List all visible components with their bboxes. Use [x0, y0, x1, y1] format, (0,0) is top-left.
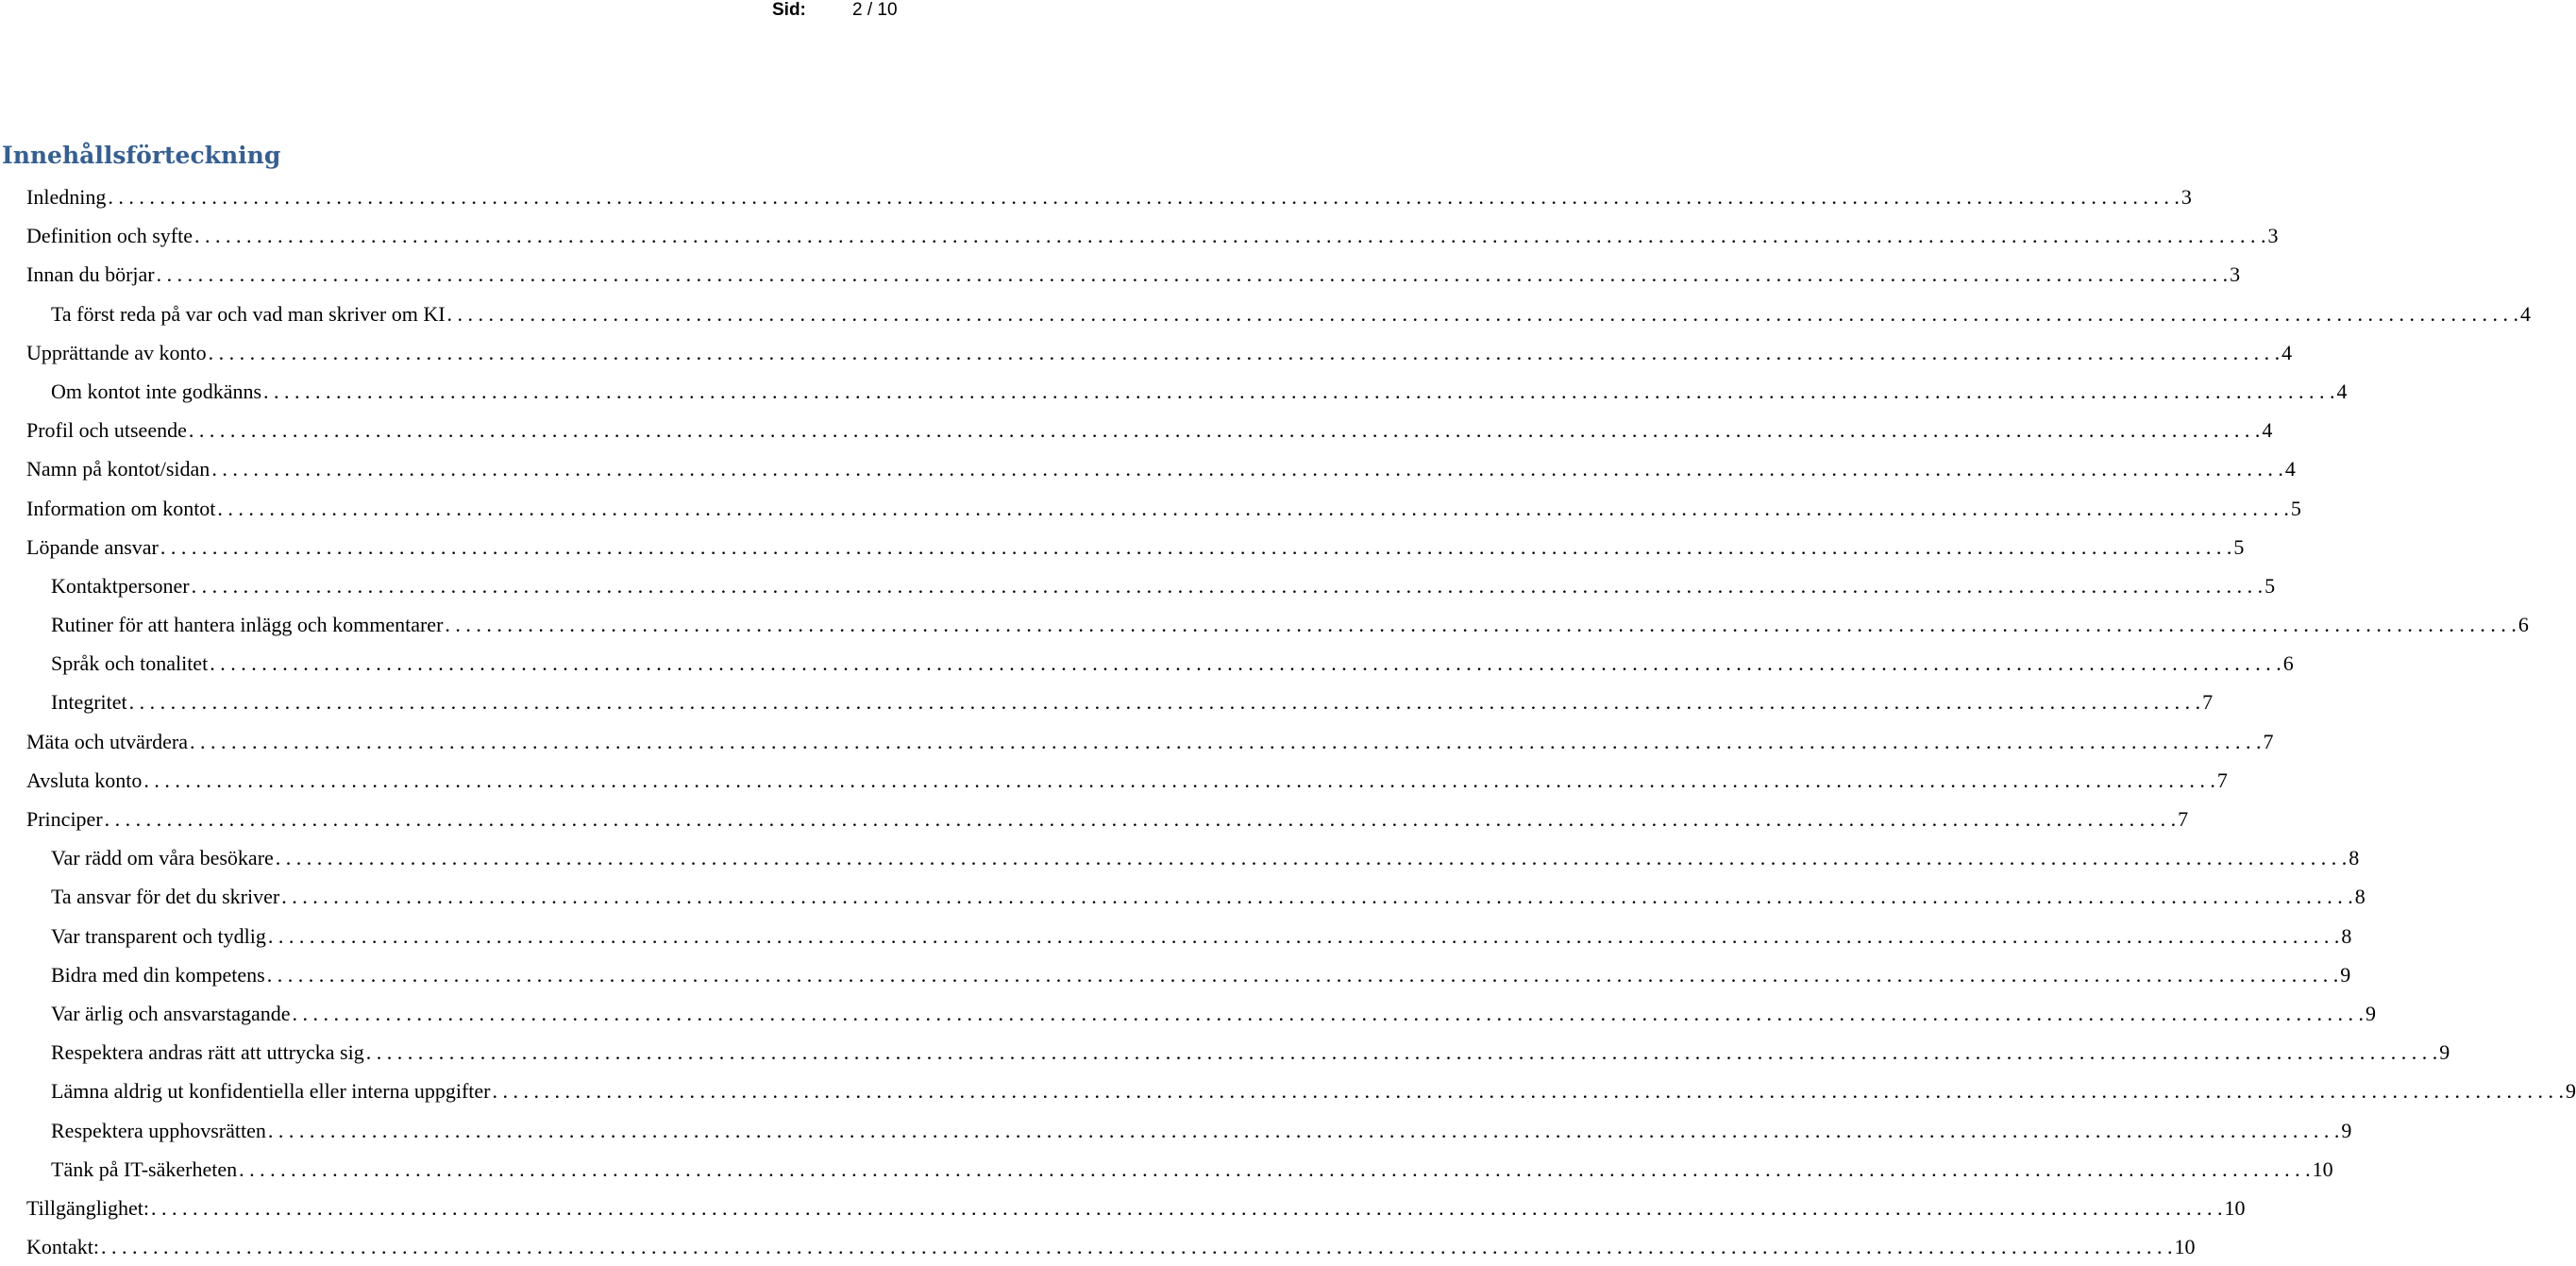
- toc-dot-leader: . . . . . . . . . . . . . . . . . . . . . . . . . . . . . . . . . . . . . . . . . . . . . . . . . . . . . . . . . . . . . . . . . . . . . . . . . . . . . . . . . . . . . . . . . . . . . . . . . . . . . . . . . . . . . . . . . . . . . . . . . . . . . . . . . . . . . . . . . . . . . . . . . . . . . . . . . . . . . . . . . . . . . . . . . . . . . . . . . . . . . . . . . . . . . . . . . . . . . . . .: [445, 613, 2517, 637]
- toc-entry-row: [51, 846, 2360, 870]
- toc-entry-title: Definition och syfte: [26, 224, 193, 248]
- toc-entry-title: Kontakt:: [26, 1235, 99, 1259]
- toc-entry[interactable]: [0, 1033, 2450, 1072]
- toc-dot-leader: . . . . . . . . . . . . . . . . . . . . . . . . . . . . . . . . . . . . . . . . . . . . . . . . . . . . . . . . . . . . . . . . . . . . . . . . . . . . . . . . . . . . . . . . . . . . . . . . . . . . . . . . . . . . . . . . . . . . . . . . . . . . . . . . . . . . . . . . . . . . . . . . . . . . . . . . . . . . . . . . . . . . . . . . . . . . . . . . . . . . . . . . . . . . . . . . . . . . . . . .: [217, 496, 2289, 520]
- toc-entry-title: Ta först reda på var och vad man skriver om KI: [51, 301, 446, 326]
- toc-entry-page: 9: [2366, 1001, 2377, 1025]
- toc-dot-leader: . . . . . . . . . . . . . . . . . . . . . . . . . . . . . . . . . . . . . . . . . . . . . . . . . . . . . . . . . . . . . . . . . . . . . . . . . . . . . . . . . . . . . . . . . . . . . . . . . . . . . . . . . . . . . . . . . . . . . . . . . . . . . . . . . . . . . . . . . . . . . . . . . . . . . . . . . . . . . . . . . . . . . . . . . . . . . . . . . . . . . . . . . . . . . . . . . . . . . . . .: [156, 262, 2229, 287]
- toc-entry[interactable]: [0, 877, 2366, 916]
- toc-entry-title: Respektera andras rätt att uttrycka sig: [51, 1040, 364, 1065]
- toc-dot-leader: . . . . . . . . . . . . . . . . . . . . . . . . . . . . . . . . . . . . . . . . . . . . . . . . . . . . . . . . . . . . . . . . . . . . . . . . . . . . . . . . . . . . . . . . . . . . . . . . . . . . . . . . . . . . . . . . . . . . . . . . . . . . . . . . . . . . . . . . . . . . . . . . . . . . . . . . . . . . . . . . . . . . . . . . . . . . . . . . . . . . . . . . . . . . . . . . . . . . . . . .: [267, 1118, 2340, 1142]
- toc-entry[interactable]: [0, 411, 2273, 449]
- toc-entry-title: Upprättande av konto: [26, 340, 207, 364]
- toc-entry-title: Löpande ansvar: [26, 534, 159, 559]
- toc-entry-row: [51, 1001, 2377, 1026]
- toc-entry-row: [51, 1079, 2576, 1104]
- toc-entry[interactable]: [0, 838, 2360, 877]
- toc-entry-title: Tillgänglighet:: [26, 1195, 149, 1220]
- toc-entry-title: Var rädd om våra besökare: [51, 846, 274, 870]
- toc-entry-row: [51, 962, 2351, 987]
- toc-entry-page: 5: [2265, 573, 2276, 598]
- toc-entry[interactable]: [0, 1150, 2333, 1189]
- toc-list: [0, 177, 2576, 1266]
- toc-entry-title: Språk och tonalitet: [51, 651, 209, 676]
- toc-dot-leader: . . . . . . . . . . . . . . . . . . . . . . . . . . . . . . . . . . . . . . . . . . . . . . . . . . . . . . . . . . . . . . . . . . . . . . . . . . . . . . . . . . . . . . . . . . . . . . . . . . . . . . . . . . . . . . . . . . . . . . . . . . . . . . . . . . . . . . . . . . . . . . . . . . . . . . . . . . . . . . . . . . . . . . . . . . . . . . . . . . . . . . . . . . . . . . . . . . . . . . . .: [239, 1156, 2311, 1181]
- toc-entry[interactable]: [0, 644, 2294, 683]
- toc-entry-title: Integritet: [51, 690, 127, 715]
- toc-dot-leader: . . . . . . . . . . . . . . . . . . . . . . . . . . . . . . . . . . . . . . . . . . . . . . . . . . . . . . . . . . . . . . . . . . . . . . . . . . . . . . . . . . . . . . . . . . . . . . . . . . . . . . . . . . . . . . . . . . . . . . . . . . . . . . . . . . . . . . . . . . . . . . . . . . . . . . . . . . . . . . . . . . . . . . . . . . . . . . . . . . . . . . . . . . . . . . . . . . . . . . . .: [188, 418, 2261, 443]
- toc-entry-page: 4: [2284, 457, 2296, 481]
- toc-entry[interactable]: [0, 216, 2279, 255]
- toc-entry-row: [26, 807, 2189, 832]
- toc-entry-page: 3: [2230, 262, 2241, 287]
- toc-entry-title: Var ärlig och ansvarstagande: [51, 1001, 291, 1025]
- toc-entry-row: [51, 379, 2348, 404]
- toc-entry-title: Om kontot inte godkänns: [51, 379, 262, 403]
- toc-entry-row: [51, 1118, 2352, 1143]
- toc-dot-leader: . . . . . . . . . . . . . . . . . . . . . . . . . . . . . . . . . . . . . . . . . . . . . . . . . . . . . . . . . . . . . . . . . . . . . . . . . . . . . . . . . . . . . . . . . . . . . . . . . . . . . . . . . . . . . . . . . . . . . . . . . . . . . . . . . . . . . . . . . . . . . . . . . . . . . . . . . . . . . . . . . . . . . . . . . . . . . . . . . . . . . . . . . . . . . . . . . . . . . . . .: [104, 807, 2177, 831]
- toc-entry-page: 4: [2262, 418, 2273, 443]
- toc-entry-row: [26, 340, 2293, 365]
- toc-dot-leader: . . . . . . . . . . . . . . . . . . . . . . . . . . . . . . . . . . . . . . . . . . . . . . . . . . . . . . . . . . . . . . . . . . . . . . . . . . . . . . . . . . . . . . . . . . . . . . . . . . . . . . . . . . . . . . . . . . . . . . . . . . . . . . . . . . . . . . . . . . . . . . . . . . . . . . . . . . . . . . . . . . . . . . . . . . . . . . . . . . . . . . . . . . . . . . . . . . . . . . . .: [211, 457, 2283, 481]
- toc-entry-title: Namn på kontot/sidan: [26, 457, 210, 481]
- toc-dot-leader: . . . . . . . . . . . . . . . . . . . . . . . . . . . . . . . . . . . . . . . . . . . . . . . . . . . . . . . . . . . . . . . . . . . . . . . . . . . . . . . . . . . . . . . . . . . . . . . . . . . . . . . . . . . . . . . . . . . . . . . . . . . . . . . . . . . . . . . . . . . . . . . . . . . . . . . . . . . . . . . . . . . . . . . . . . . . . . . . . . . . . . . . . . . . . . . . . . . . . . . .: [292, 1001, 2365, 1025]
- toc-entry-row: [51, 923, 2352, 949]
- toc-entry-page: 5: [2290, 496, 2301, 520]
- toc-entry[interactable]: [0, 1111, 2352, 1150]
- toc-dot-leader: . . . . . . . . . . . . . . . . . . . . . . . . . . . . . . . . . . . . . . . . . . . . . . . . . . . . . . . . . . . . . . . . . . . . . . . . . . . . . . . . . . . . . . . . . . . . . . . . . . . . . . . . . . . . . . . . . . . . . . . . . . . . . . . . . . . . . . . . . . . . . . . . . . . . . . . . . . . . . . . . . . . . . . . . . . . . . . . . . . . . . . . . . . . . . . . . . . . . . . . .: [263, 379, 2335, 403]
- toc-entry[interactable]: [0, 295, 2532, 333]
- toc-dot-leader: . . . . . . . . . . . . . . . . . . . . . . . . . . . . . . . . . . . . . . . . . . . . . . . . . . . . . . . . . . . . . . . . . . . . . . . . . . . . . . . . . . . . . . . . . . . . . . . . . . . . . . . . . . . . . . . . . . . . . . . . . . . . . . . . . . . . . . . . . . . . . . . . . . . . . . . . . . . . . . . . . . . . . . . . . . . . . . . . . . . . . . . . . . . . . . . . . . . . . . . .: [191, 573, 2264, 598]
- toc-entry[interactable]: [0, 566, 2276, 605]
- toc-entry-row: [51, 885, 2366, 909]
- toc-entry-title: Information om kontot: [26, 496, 216, 520]
- toc-entry[interactable]: [0, 994, 2377, 1033]
- toc-entry-page: 7: [2263, 729, 2274, 753]
- toc-entry-row: [26, 729, 2274, 754]
- toc-dot-leader: . . . . . . . . . . . . . . . . . . . . . . . . . . . . . . . . . . . . . . . . . . . . . . . . . . . . . . . . . . . . . . . . . . . . . . . . . . . . . . . . . . . . . . . . . . . . . . . . . . . . . . . . . . . . . . . . . . . . . . . . . . . . . . . . . . . . . . . . . . . . . . . . . . . . . . . . . . . . . . . . . . . . . . . . . . . . . . . . . . . . . . . . . . . . . . . . . . . . . . . .: [208, 340, 2281, 364]
- toc-entry[interactable]: [0, 255, 2241, 294]
- page-number-value: 2 / 10: [852, 0, 898, 20]
- toc-entry-row: [51, 651, 2294, 676]
- toc-entry[interactable]: [0, 528, 2245, 566]
- toc-entry-title: Rutiner för att hantera inlägg och kommentarer: [51, 613, 444, 637]
- toc-dot-leader: . . . . . . . . . . . . . . . . . . . . . . . . . . . . . . . . . . . . . . . . . . . . . . . . . . . . . . . . . . . . . . . . . . . . . . . . . . . . . . . . . . . . . . . . . . . . . . . . . . . . . . . . . . . . . . . . . . . . . . . . . . . . . . . . . . . . . . . . . . . . . . . . . . . . . . . . . . . . . . . . . . . . . . . . . . . . . . . . . . . . . . . . . . . . . . . . . . . . . . . .: [108, 185, 2180, 209]
- toc-entry-page: 8: [2354, 885, 2366, 909]
- toc-entry-page: 9: [2340, 962, 2351, 987]
- toc-dot-leader: . . . . . . . . . . . . . . . . . . . . . . . . . . . . . . . . . . . . . . . . . . . . . . . . . . . . . . . . . . . . . . . . . . . . . . . . . . . . . . . . . . . . . . . . . . . . . . . . . . . . . . . . . . . . . . . . . . . . . . . . . . . . . . . . . . . . . . . . . . . . . . . . . . . . . . . . . . . . . . . . . . . . . . . . . . . . . . . . . . . . . . . . . . . . . . . . . . . . . . . .: [281, 885, 2353, 909]
- toc-entry-row: [26, 534, 2245, 560]
- toc-entry-row: [26, 768, 2228, 793]
- toc-entry-page: 4: [2336, 379, 2348, 403]
- toc-dot-leader: . . . . . . . . . . . . . . . . . . . . . . . . . . . . . . . . . . . . . . . . . . . . . . . . . . . . . . . . . . . . . . . . . . . . . . . . . . . . . . . . . . . . . . . . . . . . . . . . . . . . . . . . . . . . . . . . . . . . . . . . . . . . . . . . . . . . . . . . . . . . . . . . . . . . . . . . . . . . . . . . . . . . . . . . . . . . . . . . . . . . . . . . . . . . . . . . . . . . . . . .: [210, 651, 2281, 676]
- toc-dot-leader: . . . . . . . . . . . . . . . . . . . . . . . . . . . . . . . . . . . . . . . . . . . . . . . . . . . . . . . . . . . . . . . . . . . . . . . . . . . . . . . . . . . . . . . . . . . . . . . . . . . . . . . . . . . . . . . . . . . . . . . . . . . . . . . . . . . . . . . . . . . . . . . . . . . . . . . . . . . . . . . . . . . . . . . . . . . . . . . . . . . . . . . . . . . . . . . . . . . . . . . .: [275, 846, 2348, 870]
- toc-entry-title: Principer: [26, 807, 103, 831]
- toc-entry-page: 3: [2267, 224, 2279, 248]
- toc-dot-leader: . . . . . . . . . . . . . . . . . . . . . . . . . . . . . . . . . . . . . . . . . . . . . . . . . . . . . . . . . . . . . . . . . . . . . . . . . . . . . . . . . . . . . . . . . . . . . . . . . . . . . . . . . . . . . . . . . . . . . . . . . . . . . . . . . . . . . . . . . . . . . . . . . . . . . . . . . . . . . . . . . . . . . . . . . . . . . . . . . . . . . . . . . . . . . . . . . . . . . . . .: [365, 1040, 2438, 1065]
- toc-entry-page: 4: [2520, 301, 2532, 326]
- toc-dot-leader: . . . . . . . . . . . . . . . . . . . . . . . . . . . . . . . . . . . . . . . . . . . . . . . . . . . . . . . . . . . . . . . . . . . . . . . . . . . . . . . . . . . . . . . . . . . . . . . . . . . . . . . . . . . . . . . . . . . . . . . . . . . . . . . . . . . . . . . . . . . . . . . . . . . . . . . . . . . . . . . . . . . . . . . . . . . . . . . . . . . . . . . . . . . . . . . . . . . . . . . .: [101, 1235, 2173, 1259]
- toc-entry-row: [51, 1156, 2333, 1182]
- toc-entry[interactable]: [0, 1072, 2576, 1110]
- toc-entry-row: [51, 301, 2532, 327]
- toc-entry-row: [26, 418, 2273, 443]
- toc-entry-row: [26, 185, 2192, 210]
- toc-entry-row: [51, 1040, 2450, 1065]
- toc-entry-title: Lämna aldrig ut konfidentiella eller interna uppgifter: [51, 1079, 491, 1104]
- toc-dot-leader: . . . . . . . . . . . . . . . . . . . . . . . . . . . . . . . . . . . . . . . . . . . . . . . . . . . . . . . . . . . . . . . . . . . . . . . . . . . . . . . . . . . . . . . . . . . . . . . . . . . . . . . . . . . . . . . . . . . . . . . . . . . . . . . . . . . . . . . . . . . . . . . . . . . . . . . . . . . . . . . . . . . . . . . . . . . . . . . . . . . . . . . . . . . . . . . . . . . . . . . .: [267, 923, 2340, 948]
- toc-entry[interactable]: [0, 489, 2301, 528]
- toc-entry-page: 5: [2233, 534, 2245, 559]
- toc-entry-page: 10: [2224, 1195, 2246, 1220]
- toc-dot-leader: . . . . . . . . . . . . . . . . . . . . . . . . . . . . . . . . . . . . . . . . . . . . . . . . . . . . . . . . . . . . . . . . . . . . . . . . . . . . . . . . . . . . . . . . . . . . . . . . . . . . . . . . . . . . . . . . . . . . . . . . . . . . . . . . . . . . . . . . . . . . . . . . . . . . . . . . . . . . . . . . . . . . . . . . . . . . . . . . . . . . . . . . . . . . . . . . . . . . . . . .: [446, 301, 2519, 326]
- toc-entry-title: Profil och utseende: [26, 418, 187, 443]
- toc-entry-page: 7: [2178, 807, 2189, 831]
- toc-entry[interactable]: [0, 333, 2293, 372]
- toc-entry-title: Bidra med din kompetens: [51, 962, 265, 987]
- toc-entry[interactable]: [0, 605, 2529, 644]
- toc-dot-leader: . . . . . . . . . . . . . . . . . . . . . . . . . . . . . . . . . . . . . . . . . . . . . . . . . . . . . . . . . . . . . . . . . . . . . . . . . . . . . . . . . . . . . . . . . . . . . . . . . . . . . . . . . . . . . . . . . . . . . . . . . . . . . . . . . . . . . . . . . . . . . . . . . . . . . . . . . . . . . . . . . . . . . . . . . . . . . . . . . . . . . . . . . . . . . . . . . . . . . . . .: [190, 729, 2262, 753]
- toc-dot-leader: . . . . . . . . . . . . . . . . . . . . . . . . . . . . . . . . . . . . . . . . . . . . . . . . . . . . . . . . . . . . . . . . . . . . . . . . . . . . . . . . . . . . . . . . . . . . . . . . . . . . . . . . . . . . . . . . . . . . . . . . . . . . . . . . . . . . . . . . . . . . . . . . . . . . . . . . . . . . . . . . . . . . . . . . . . . . . . . . . . . . . . . . . . . . . . . . . . . . . . . .: [128, 690, 2201, 715]
- toc-entry-title: Ta ansvar för det du skriver: [51, 885, 280, 909]
- toc-entry-title: Kontaktpersoner: [51, 573, 190, 598]
- toc-entry[interactable]: [0, 800, 2189, 838]
- toc-entry-row: [51, 573, 2276, 599]
- toc-dot-leader: . . . . . . . . . . . . . . . . . . . . . . . . . . . . . . . . . . . . . . . . . . . . . . . . . . . . . . . . . . . . . . . . . . . . . . . . . . . . . . . . . . . . . . . . . . . . . . . . . . . . . . . . . . . . . . . . . . . . . . . . . . . . . . . . . . . . . . . . . . . . . . . . . . . . . . . . . . . . . . . . . . . . . . . . . . . . . . . . . . . . . . . . . . . . . . . . . . . . . . . .: [492, 1079, 2564, 1104]
- toc-entry[interactable]: [0, 761, 2228, 800]
- toc-entry-page: 9: [2439, 1040, 2450, 1065]
- toc-entry-row: [26, 496, 2301, 521]
- toc-entry-row: [26, 457, 2296, 481]
- toc-entry-title: Innan du börjar: [26, 262, 155, 287]
- toc-entry-page: 9: [2566, 1079, 2576, 1104]
- toc-entry-page: 6: [2282, 651, 2294, 676]
- toc-entry[interactable]: [0, 917, 2352, 955]
- toc-entry-title: Mäta och utvärdera: [26, 729, 189, 753]
- toc-entry-row: [26, 262, 2241, 287]
- toc-title: Innehållsförteckning: [2, 142, 281, 169]
- toc-dot-leader: . . . . . . . . . . . . . . . . . . . . . . . . . . . . . . . . . . . . . . . . . . . . . . . . . . . . . . . . . . . . . . . . . . . . . . . . . . . . . . . . . . . . . . . . . . . . . . . . . . . . . . . . . . . . . . . . . . . . . . . . . . . . . . . . . . . . . . . . . . . . . . . . . . . . . . . . . . . . . . . . . . . . . . . . . . . . . . . . . . . . . . . . . . . . . . . . . . . . . . . .: [150, 1195, 2223, 1220]
- toc-entry-page: 3: [2180, 185, 2192, 209]
- toc-entry-row: [51, 690, 2214, 715]
- toc-entry-page: 9: [2341, 1118, 2352, 1142]
- toc-entry-page: 7: [2202, 690, 2214, 715]
- toc-entry[interactable]: [0, 722, 2274, 761]
- toc-entry[interactable]: [0, 177, 2192, 216]
- toc-entry-title: Tänk på IT-säkerheten: [51, 1156, 238, 1181]
- toc-entry-page: 4: [2281, 340, 2293, 364]
- toc-entry-title: Avsluta konto: [26, 768, 143, 792]
- toc-entry[interactable]: [0, 955, 2351, 994]
- toc-entry[interactable]: [0, 449, 2296, 488]
- toc-dot-leader: . . . . . . . . . . . . . . . . . . . . . . . . . . . . . . . . . . . . . . . . . . . . . . . . . . . . . . . . . . . . . . . . . . . . . . . . . . . . . . . . . . . . . . . . . . . . . . . . . . . . . . . . . . . . . . . . . . . . . . . . . . . . . . . . . . . . . . . . . . . . . . . . . . . . . . . . . . . . . . . . . . . . . . . . . . . . . . . . . . . . . . . . . . . . . . . . . . . . . . . .: [266, 962, 2339, 987]
- toc-entry-title: Inledning: [26, 185, 107, 209]
- toc-entry-title: Var transparent och tydlig: [51, 923, 266, 948]
- toc-entry[interactable]: [0, 372, 2348, 411]
- toc-entry-page: 6: [2517, 613, 2529, 637]
- toc-entry[interactable]: [0, 683, 2214, 721]
- page-number-label: Sid:: [772, 0, 806, 20]
- toc-dot-leader: . . . . . . . . . . . . . . . . . . . . . . . . . . . . . . . . . . . . . . . . . . . . . . . . . . . . . . . . . . . . . . . . . . . . . . . . . . . . . . . . . . . . . . . . . . . . . . . . . . . . . . . . . . . . . . . . . . . . . . . . . . . . . . . . . . . . . . . . . . . . . . . . . . . . . . . . . . . . . . . . . . . . . . . . . . . . . . . . . . . . . . . . . . . . . . . . . . . . . . . .: [160, 534, 2232, 559]
- toc-entry-page: 7: [2216, 768, 2228, 792]
- toc-entry-title: Respektera upphovsrätten: [51, 1118, 266, 1142]
- toc-entry-row: [26, 1235, 2196, 1259]
- toc-entry[interactable]: [0, 1189, 2246, 1227]
- toc-entry-row: [26, 224, 2279, 248]
- toc-entry-page: 10: [2312, 1156, 2333, 1181]
- toc-entry-row: [26, 1195, 2246, 1221]
- toc-entry[interactable]: [0, 1227, 2196, 1266]
- toc-entry-page: 10: [2174, 1235, 2196, 1259]
- toc-dot-leader: . . . . . . . . . . . . . . . . . . . . . . . . . . . . . . . . . . . . . . . . . . . . . . . . . . . . . . . . . . . . . . . . . . . . . . . . . . . . . . . . . . . . . . . . . . . . . . . . . . . . . . . . . . . . . . . . . . . . . . . . . . . . . . . . . . . . . . . . . . . . . . . . . . . . . . . . . . . . . . . . . . . . . . . . . . . . . . . . . . . . . . . . . . . . . . . . . . . . . . . .: [194, 224, 2266, 248]
- toc-entry-row: [51, 613, 2529, 637]
- toc-entry-page: 8: [2349, 846, 2360, 870]
- toc-dot-leader: . . . . . . . . . . . . . . . . . . . . . . . . . . . . . . . . . . . . . . . . . . . . . . . . . . . . . . . . . . . . . . . . . . . . . . . . . . . . . . . . . . . . . . . . . . . . . . . . . . . . . . . . . . . . . . . . . . . . . . . . . . . . . . . . . . . . . . . . . . . . . . . . . . . . . . . . . . . . . . . . . . . . . . . . . . . . . . . . . . . . . . . . . . . . . . . . . . . . . . . .: [143, 768, 2215, 792]
- toc-entry-page: 8: [2341, 923, 2352, 948]
